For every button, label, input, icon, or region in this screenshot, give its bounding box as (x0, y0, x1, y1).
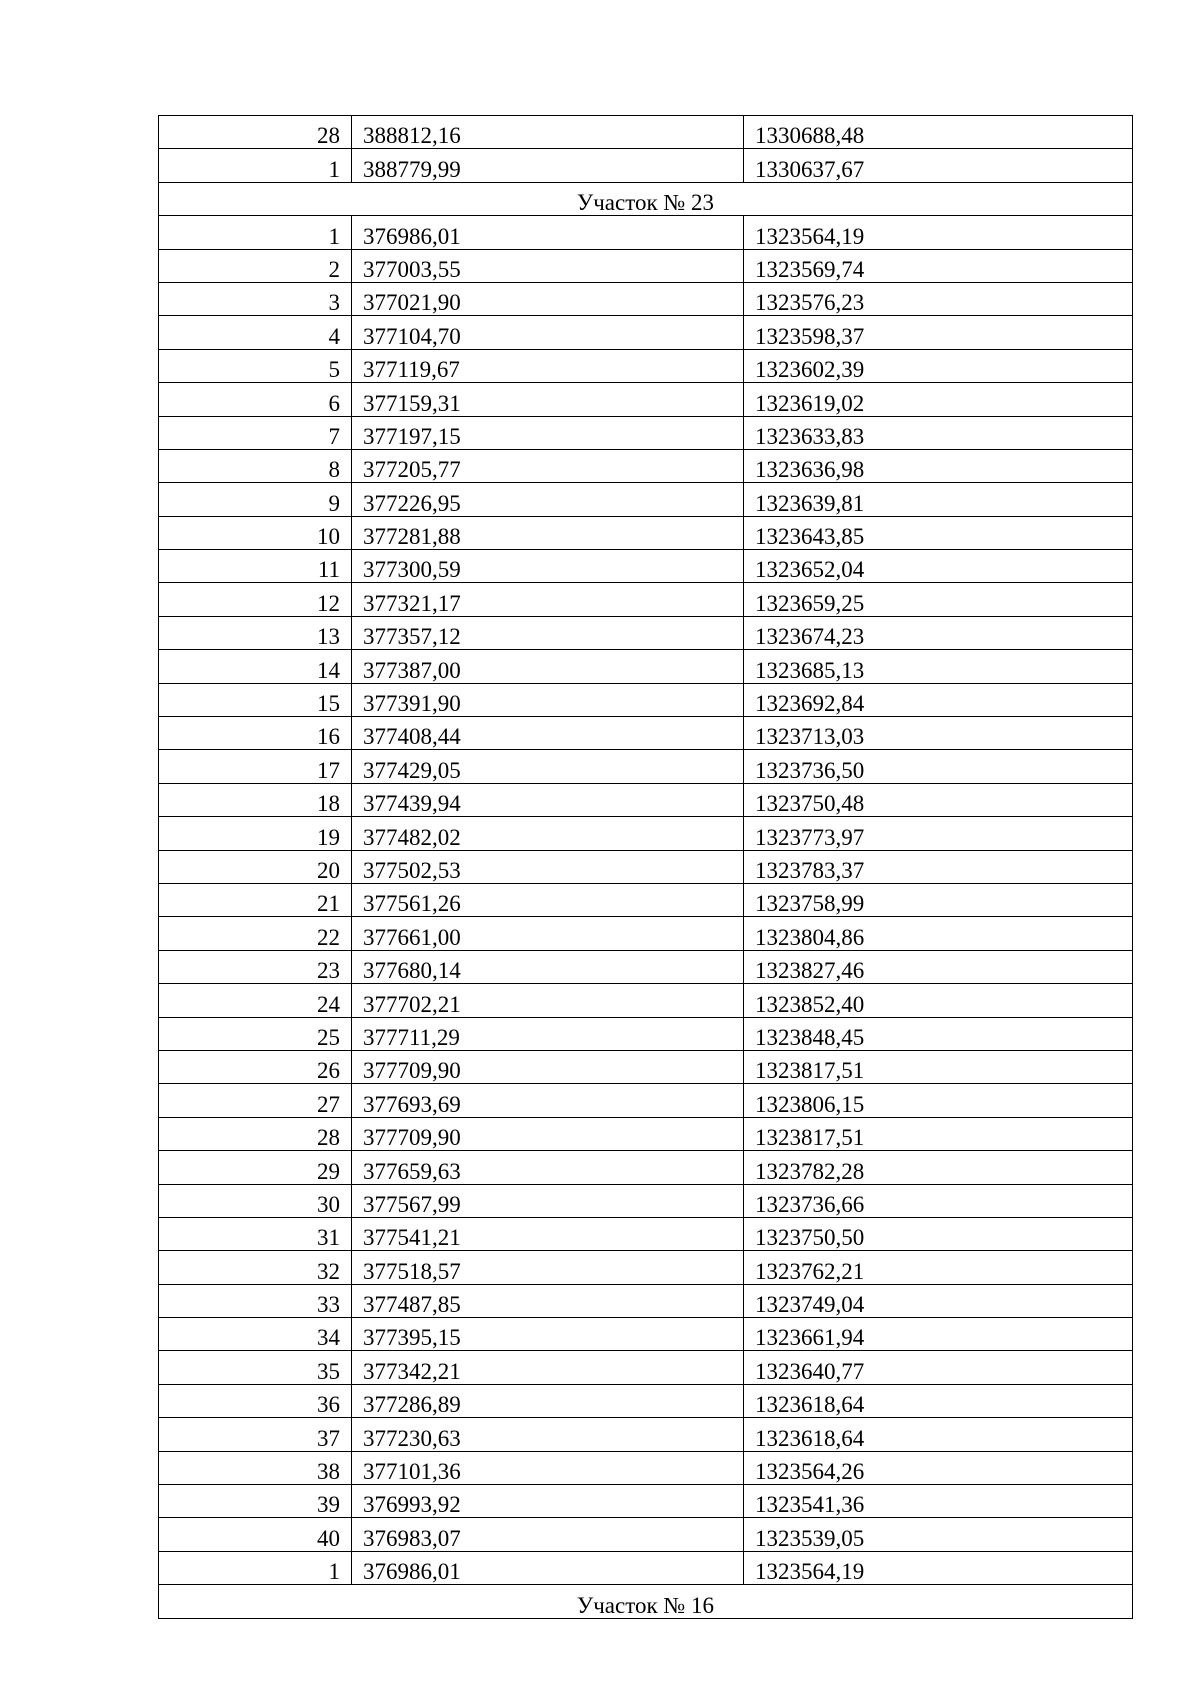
point-number-cell: 39 (159, 1485, 352, 1518)
table-row (159, 1518, 1133, 1551)
y-coordinate-cell: 1323852,40 (744, 984, 1133, 1017)
x-coordinate-cell: 377395,15 (352, 1318, 744, 1351)
point-number-cell: 1 (159, 149, 352, 182)
y-coordinate-cell: 1323541,36 (744, 1485, 1133, 1518)
x-coordinate-cell: 377661,00 (352, 917, 744, 950)
point-number-cell: 10 (159, 516, 352, 549)
section-title: Участок № 23 (159, 182, 1133, 215)
point-number-cell: 36 (159, 1384, 352, 1417)
y-coordinate-cell: 1323773,97 (744, 817, 1133, 850)
y-coordinate-cell: 1323750,48 (744, 783, 1133, 816)
x-coordinate-cell: 388812,16 (352, 116, 744, 149)
y-coordinate-cell: 1323618,64 (744, 1418, 1133, 1451)
y-coordinate-cell: 1323749,04 (744, 1284, 1133, 1317)
table-row (159, 950, 1133, 983)
y-coordinate-cell: 1323736,66 (744, 1184, 1133, 1217)
y-coordinate-cell: 1323564,19 (744, 216, 1133, 249)
point-number-cell: 20 (159, 850, 352, 883)
x-coordinate-cell: 376993,92 (352, 1485, 744, 1518)
y-coordinate-cell: 1323564,19 (744, 1551, 1133, 1584)
point-number-cell: 2 (159, 249, 352, 282)
point-number-cell: 25 (159, 1017, 352, 1050)
y-coordinate-cell: 1323643,85 (744, 516, 1133, 549)
table-row (159, 249, 1133, 282)
table-row (159, 1485, 1133, 1518)
point-number-cell: 40 (159, 1518, 352, 1551)
table-row (159, 850, 1133, 883)
x-coordinate-cell: 377391,90 (352, 683, 744, 716)
point-number-cell: 13 (159, 616, 352, 649)
y-coordinate-cell: 1323848,45 (744, 1017, 1133, 1050)
y-coordinate-cell: 1323659,25 (744, 583, 1133, 616)
y-coordinate-cell: 1323804,86 (744, 917, 1133, 950)
y-coordinate-cell: 1323685,13 (744, 650, 1133, 683)
point-number-cell: 8 (159, 449, 352, 482)
table-row (159, 717, 1133, 750)
point-number-cell: 32 (159, 1251, 352, 1284)
x-coordinate-cell: 377281,88 (352, 516, 744, 549)
x-coordinate-cell: 377003,55 (352, 249, 744, 282)
table-row (159, 783, 1133, 816)
point-number-cell: 1 (159, 1551, 352, 1584)
point-number-cell: 16 (159, 717, 352, 750)
y-coordinate-cell: 1323618,64 (744, 1384, 1133, 1417)
section-header-row (159, 182, 1133, 215)
point-number-cell: 38 (159, 1451, 352, 1484)
table-row (159, 316, 1133, 349)
x-coordinate-cell: 377230,63 (352, 1418, 744, 1451)
x-coordinate-cell: 377021,90 (352, 282, 744, 315)
x-coordinate-cell: 377300,59 (352, 550, 744, 583)
point-number-cell: 12 (159, 583, 352, 616)
table-row (159, 1284, 1133, 1317)
x-coordinate-cell: 377567,99 (352, 1184, 744, 1217)
section-title: Участок № 16 (159, 1585, 1133, 1618)
y-coordinate-cell: 1323782,28 (744, 1151, 1133, 1184)
x-coordinate-cell: 376986,01 (352, 216, 744, 249)
table-row (159, 416, 1133, 449)
y-coordinate-cell: 1323639,81 (744, 483, 1133, 516)
y-coordinate-cell: 1323750,50 (744, 1217, 1133, 1250)
x-coordinate-cell: 377429,05 (352, 750, 744, 783)
x-coordinate-cell: 377119,67 (352, 349, 744, 382)
table-row (159, 683, 1133, 716)
point-number-cell: 19 (159, 817, 352, 850)
y-coordinate-cell: 1323713,03 (744, 717, 1133, 750)
point-number-cell: 30 (159, 1184, 352, 1217)
point-number-cell: 27 (159, 1084, 352, 1117)
x-coordinate-cell: 377439,94 (352, 783, 744, 816)
table-row (159, 1551, 1133, 1584)
x-coordinate-cell: 377387,00 (352, 650, 744, 683)
table-row (159, 1117, 1133, 1150)
y-coordinate-cell: 1323736,50 (744, 750, 1133, 783)
y-coordinate-cell: 1323692,84 (744, 683, 1133, 716)
y-coordinate-cell: 1323569,74 (744, 249, 1133, 282)
x-coordinate-cell: 377487,85 (352, 1284, 744, 1317)
point-number-cell: 35 (159, 1351, 352, 1384)
point-number-cell: 7 (159, 416, 352, 449)
x-coordinate-cell: 376986,01 (352, 1551, 744, 1584)
point-number-cell: 37 (159, 1418, 352, 1451)
x-coordinate-cell: 388779,99 (352, 149, 744, 182)
y-coordinate-cell: 1323564,26 (744, 1451, 1133, 1484)
point-number-cell: 34 (159, 1318, 352, 1351)
table-row (159, 1184, 1133, 1217)
y-coordinate-cell: 1323661,94 (744, 1318, 1133, 1351)
x-coordinate-cell: 377205,77 (352, 449, 744, 482)
table-row (159, 616, 1133, 649)
x-coordinate-cell: 376983,07 (352, 1518, 744, 1551)
coordinates-table (158, 115, 1133, 1619)
table-row (159, 1251, 1133, 1284)
table-row (159, 1151, 1133, 1184)
table-row (159, 349, 1133, 382)
table-row (159, 483, 1133, 516)
table-row (159, 1217, 1133, 1250)
point-number-cell: 26 (159, 1050, 352, 1083)
y-coordinate-cell: 1323758,99 (744, 883, 1133, 916)
x-coordinate-cell: 377541,21 (352, 1217, 744, 1250)
x-coordinate-cell: 377709,90 (352, 1050, 744, 1083)
y-coordinate-cell: 1323817,51 (744, 1050, 1133, 1083)
section-header-row (159, 1585, 1133, 1618)
y-coordinate-cell: 1323539,05 (744, 1518, 1133, 1551)
y-coordinate-cell: 1323783,37 (744, 850, 1133, 883)
x-coordinate-cell: 377286,89 (352, 1384, 744, 1417)
point-number-cell: 33 (159, 1284, 352, 1317)
x-coordinate-cell: 377502,53 (352, 850, 744, 883)
x-coordinate-cell: 377408,44 (352, 717, 744, 750)
y-coordinate-cell: 1323576,23 (744, 282, 1133, 315)
x-coordinate-cell: 377693,69 (352, 1084, 744, 1117)
table-row (159, 516, 1133, 549)
y-coordinate-cell: 1323640,77 (744, 1351, 1133, 1384)
point-number-cell: 28 (159, 116, 352, 149)
point-number-cell: 6 (159, 383, 352, 416)
y-coordinate-cell: 1323598,37 (744, 316, 1133, 349)
x-coordinate-cell: 377659,63 (352, 1151, 744, 1184)
table-row (159, 1351, 1133, 1384)
point-number-cell: 15 (159, 683, 352, 716)
point-number-cell: 18 (159, 783, 352, 816)
point-number-cell: 22 (159, 917, 352, 950)
y-coordinate-cell: 1323652,04 (744, 550, 1133, 583)
y-coordinate-cell: 1323636,98 (744, 449, 1133, 482)
table-row (159, 1318, 1133, 1351)
table-row (159, 1017, 1133, 1050)
x-coordinate-cell: 377680,14 (352, 950, 744, 983)
x-coordinate-cell: 377702,21 (352, 984, 744, 1017)
point-number-cell: 28 (159, 1117, 352, 1150)
table-row (159, 216, 1133, 249)
table-row (159, 750, 1133, 783)
table-row (159, 1050, 1133, 1083)
y-coordinate-cell: 1330688,48 (744, 116, 1133, 149)
y-coordinate-cell: 1323827,46 (744, 950, 1133, 983)
table-row (159, 917, 1133, 950)
point-number-cell: 17 (159, 750, 352, 783)
x-coordinate-cell: 377357,12 (352, 616, 744, 649)
y-coordinate-cell: 1323762,21 (744, 1251, 1133, 1284)
table-row (159, 282, 1133, 315)
y-coordinate-cell: 1323674,23 (744, 616, 1133, 649)
x-coordinate-cell: 377482,02 (352, 817, 744, 850)
point-number-cell: 3 (159, 282, 352, 315)
table-row (159, 984, 1133, 1017)
point-number-cell: 9 (159, 483, 352, 516)
table-row (159, 449, 1133, 482)
y-coordinate-cell: 1323633,83 (744, 416, 1133, 449)
y-coordinate-cell: 1323806,15 (744, 1084, 1133, 1117)
table-row (159, 550, 1133, 583)
table-row (159, 583, 1133, 616)
point-number-cell: 24 (159, 984, 352, 1017)
table-row (159, 817, 1133, 850)
table-row (159, 1418, 1133, 1451)
x-coordinate-cell: 377104,70 (352, 316, 744, 349)
x-coordinate-cell: 377197,15 (352, 416, 744, 449)
table-row (159, 1384, 1133, 1417)
x-coordinate-cell: 377101,36 (352, 1451, 744, 1484)
coordinates-table-body (159, 116, 1133, 1619)
y-coordinate-cell: 1323817,51 (744, 1117, 1133, 1150)
point-number-cell: 14 (159, 650, 352, 683)
point-number-cell: 1 (159, 216, 352, 249)
table-row (159, 650, 1133, 683)
x-coordinate-cell: 377711,29 (352, 1017, 744, 1050)
x-coordinate-cell: 377342,21 (352, 1351, 744, 1384)
y-coordinate-cell: 1323619,02 (744, 383, 1133, 416)
point-number-cell: 29 (159, 1151, 352, 1184)
x-coordinate-cell: 377709,90 (352, 1117, 744, 1150)
x-coordinate-cell: 377518,57 (352, 1251, 744, 1284)
table-row (159, 116, 1133, 149)
x-coordinate-cell: 377321,17 (352, 583, 744, 616)
point-number-cell: 31 (159, 1217, 352, 1250)
y-coordinate-cell: 1330637,67 (744, 149, 1133, 182)
table-row (159, 1451, 1133, 1484)
point-number-cell: 5 (159, 349, 352, 382)
x-coordinate-cell: 377159,31 (352, 383, 744, 416)
table-row (159, 149, 1133, 182)
point-number-cell: 21 (159, 883, 352, 916)
x-coordinate-cell: 377226,95 (352, 483, 744, 516)
point-number-cell: 11 (159, 550, 352, 583)
y-coordinate-cell: 1323602,39 (744, 349, 1133, 382)
table-row (159, 383, 1133, 416)
x-coordinate-cell: 377561,26 (352, 883, 744, 916)
table-row (159, 883, 1133, 916)
point-number-cell: 4 (159, 316, 352, 349)
point-number-cell: 23 (159, 950, 352, 983)
table-row (159, 1084, 1133, 1117)
